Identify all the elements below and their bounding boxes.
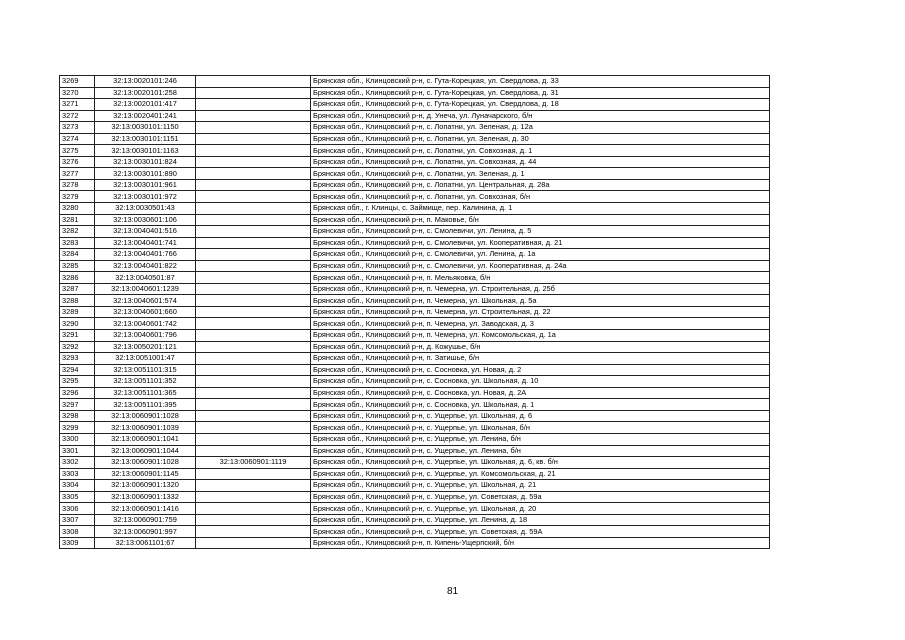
row-number-cell: 3305 <box>60 491 95 503</box>
address-cell: Брянская обл., Клинцовский р-н, п. Чемерна, ул. Комсомольская, д. 1а <box>311 330 770 342</box>
table-row <box>60 445 770 457</box>
secondary-cadastral-cell <box>196 480 311 492</box>
cadastral-number-cell: 32:13:0040401:741 <box>95 237 196 249</box>
table-row <box>60 306 770 318</box>
row-number-cell: 3276 <box>60 156 95 168</box>
table-row <box>60 410 770 422</box>
secondary-cadastral-cell <box>196 283 311 295</box>
cadastral-number-cell: 32:13:0040401:516 <box>95 226 196 238</box>
address-cell: Брянская обл., Клинцовский р-н, п. Чемерна, ул. Строительная, д. 25б <box>311 283 770 295</box>
cadastral-number-cell: 32:13:0051101:365 <box>95 387 196 399</box>
secondary-cadastral-cell <box>196 226 311 238</box>
address-cell: Брянская обл., Клинцовский р-н, с. Гута-Корецкая, ул. Свердлова, д. 18 <box>311 99 770 111</box>
cadastral-number-cell: 32:13:0060901:997 <box>95 526 196 538</box>
row-number-cell: 3275 <box>60 145 95 157</box>
row-number-cell: 3277 <box>60 168 95 180</box>
table-row <box>60 353 770 365</box>
secondary-cadastral-cell <box>196 272 311 284</box>
secondary-cadastral-cell <box>196 306 311 318</box>
secondary-cadastral-cell <box>196 445 311 457</box>
secondary-cadastral-cell <box>196 491 311 503</box>
secondary-cadastral-cell <box>196 76 311 88</box>
table-row <box>60 468 770 480</box>
secondary-cadastral-cell <box>196 237 311 249</box>
row-number-cell: 3274 <box>60 133 95 145</box>
address-cell: Брянская обл., Клинцовский р-н, п. Чемерна, ул. Заводская, д. 3 <box>311 318 770 330</box>
secondary-cadastral-cell <box>196 410 311 422</box>
address-cell: Брянская обл., Клинцовский р-н, с. Лопатни, ул. Совхозная, б/н <box>311 191 770 203</box>
secondary-cadastral-cell <box>196 341 311 353</box>
secondary-cadastral-cell <box>196 537 311 549</box>
row-number-cell: 3289 <box>60 306 95 318</box>
cadastral-number-cell: 32:13:0040601:574 <box>95 295 196 307</box>
secondary-cadastral-cell <box>196 133 311 145</box>
secondary-cadastral-cell <box>196 249 311 261</box>
address-cell: Брянская обл., Клинцовский р-н, с. Сосновка, ул. Школьная, д. 1 <box>311 399 770 411</box>
table-row <box>60 318 770 330</box>
row-number-cell: 3306 <box>60 503 95 515</box>
row-number-cell: 3297 <box>60 399 95 411</box>
table-row <box>60 491 770 503</box>
address-cell: Брянская обл., Клинцовский р-н, с. Ущерпье, ул. Комсомольская, д. 21 <box>311 468 770 480</box>
address-cell: Брянская обл., Клинцовский р-н, п. Кипень-Ущерпский, б/н <box>311 537 770 549</box>
row-number-cell: 3269 <box>60 76 95 88</box>
address-cell: Брянская обл., Клинцовский р-н, с. Смолевичи, ул. Ленина, д. 1а <box>311 249 770 261</box>
cadastral-number-cell: 32:13:0030101:1150 <box>95 122 196 134</box>
cadastral-number-cell: 32:13:0040601:742 <box>95 318 196 330</box>
registry-table-body <box>60 76 770 549</box>
address-cell: Брянская обл., Клинцовский р-н, с. Лопатни, ул. Совхозная, д. 44 <box>311 156 770 168</box>
row-number-cell: 3303 <box>60 468 95 480</box>
secondary-cadastral-cell <box>196 364 311 376</box>
table-row <box>60 272 770 284</box>
address-cell: Брянская обл., Клинцовский р-н, с. Лопатни, ул. Центральная, д. 28а <box>311 179 770 191</box>
secondary-cadastral-cell <box>196 156 311 168</box>
table-row <box>60 341 770 353</box>
address-cell: Брянская обл., Клинцовский р-н, с. Ущерпье, ул. Ленина, б/н <box>311 445 770 457</box>
table-row <box>60 226 770 238</box>
cadastral-number-cell: 32:13:0060901:1320 <box>95 480 196 492</box>
row-number-cell: 3299 <box>60 422 95 434</box>
address-cell: Брянская обл., Клинцовский р-н, с. Смолевичи, ул. Кооперативная, д. 24а <box>311 260 770 272</box>
secondary-cadastral-cell <box>196 503 311 515</box>
table-row <box>60 214 770 226</box>
property-registry-table <box>59 75 770 549</box>
row-number-cell: 3293 <box>60 353 95 365</box>
address-cell: Брянская обл., Клинцовский р-н, д. Унеча, ул. Луначарского, б/н <box>311 110 770 122</box>
cadastral-number-cell: 32:13:0040401:766 <box>95 249 196 261</box>
row-number-cell: 3283 <box>60 237 95 249</box>
row-number-cell: 3279 <box>60 191 95 203</box>
cadastral-number-cell: 32:13:0040601:796 <box>95 330 196 342</box>
cadastral-number-cell: 32:13:0030501:43 <box>95 203 196 215</box>
table-row <box>60 145 770 157</box>
cadastral-number-cell: 32:13:0060901:1028 <box>95 457 196 469</box>
secondary-cadastral-cell <box>196 295 311 307</box>
row-number-cell: 3282 <box>60 226 95 238</box>
table-row <box>60 364 770 376</box>
secondary-cadastral-cell <box>196 514 311 526</box>
row-number-cell: 3304 <box>60 480 95 492</box>
row-number-cell: 3281 <box>60 214 95 226</box>
secondary-cadastral-cell <box>196 214 311 226</box>
table-row <box>60 168 770 180</box>
secondary-cadastral-cell <box>196 260 311 272</box>
address-cell: Брянская обл., Клинцовский р-н, с. Сосновка, ул. Новая, д. 2 <box>311 364 770 376</box>
table-row <box>60 422 770 434</box>
address-cell: Брянская обл., Клинцовский р-н, с. Ущерпье, ул. Ленина, д. 18 <box>311 514 770 526</box>
row-number-cell: 3302 <box>60 457 95 469</box>
secondary-cadastral-cell <box>196 468 311 480</box>
table-row <box>60 191 770 203</box>
row-number-cell: 3292 <box>60 341 95 353</box>
address-cell: Брянская обл., Клинцовский р-н, с. Ущерпье, ул. Советская, д. 59А <box>311 526 770 538</box>
row-number-cell: 3273 <box>60 122 95 134</box>
address-cell: Брянская обл., Клинцовский р-н, с. Ущерпье, ул. Школьная, д. 6, кв. б/н <box>311 457 770 469</box>
cadastral-number-cell: 32:13:0030101:961 <box>95 179 196 191</box>
secondary-cadastral-cell <box>196 99 311 111</box>
address-cell: Брянская обл., Клинцовский р-н, п. Чемерна, ул. Школьная, д. 5а <box>311 295 770 307</box>
address-cell: Брянская обл., Клинцовский р-н, с. Ущерпье, ул. Школьная, б/н <box>311 422 770 434</box>
row-number-cell: 3286 <box>60 272 95 284</box>
cadastral-number-cell: 32:13:0051101:352 <box>95 376 196 388</box>
cadastral-number-cell: 32:13:0060901:759 <box>95 514 196 526</box>
table-row <box>60 203 770 215</box>
table-row <box>60 249 770 261</box>
table-row <box>60 376 770 388</box>
cadastral-number-cell: 32:13:0060901:1028 <box>95 410 196 422</box>
secondary-cadastral-cell <box>196 203 311 215</box>
table-row <box>60 133 770 145</box>
row-number-cell: 3295 <box>60 376 95 388</box>
table-row <box>60 237 770 249</box>
table-row <box>60 537 770 549</box>
cadastral-number-cell: 32:13:0030101:890 <box>95 168 196 180</box>
address-cell: Брянская обл., Клинцовский р-н, с. Лопатни, ул. Зеленая, д. 12а <box>311 122 770 134</box>
address-cell: Брянская обл., Клинцовский р-н, с. Ущерпье, ул. Школьная, д. 6 <box>311 410 770 422</box>
secondary-cadastral-cell <box>196 376 311 388</box>
address-cell: Брянская обл., Клинцовский р-н, с. Ущерпье, ул. Школьная, д. 20 <box>311 503 770 515</box>
row-number-cell: 3284 <box>60 249 95 261</box>
row-number-cell: 3287 <box>60 283 95 295</box>
cadastral-number-cell: 32:13:0030601:106 <box>95 214 196 226</box>
address-cell: Брянская обл., Клинцовский р-н, д. Кожушье, б/н <box>311 341 770 353</box>
table-row <box>60 99 770 111</box>
row-number-cell: 3298 <box>60 410 95 422</box>
cadastral-number-cell: 32:13:0061101:67 <box>95 537 196 549</box>
table-row <box>60 283 770 295</box>
cadastral-number-cell: 32:13:0030101:1151 <box>95 133 196 145</box>
row-number-cell: 3285 <box>60 260 95 272</box>
cadastral-number-cell: 32:13:0020101:417 <box>95 99 196 111</box>
address-cell: Брянская обл., Клинцовский р-н, с. Лопатни, ул. Совхозная, д. 1 <box>311 145 770 157</box>
cadastral-number-cell: 32:13:0060901:1145 <box>95 468 196 480</box>
table-row <box>60 179 770 191</box>
secondary-cadastral-cell <box>196 353 311 365</box>
cadastral-number-cell: 32:13:0020101:246 <box>95 76 196 88</box>
secondary-cadastral-cell <box>196 330 311 342</box>
address-cell: Брянская обл., Клинцовский р-н, п. Затишье, б/н <box>311 353 770 365</box>
table-row <box>60 260 770 272</box>
cadastral-number-cell: 32:13:0020401:241 <box>95 110 196 122</box>
secondary-cadastral-cell <box>196 422 311 434</box>
row-number-cell: 3280 <box>60 203 95 215</box>
address-cell: Брянская обл., Клинцовский р-н, с. Гута-Корецкая, ул. Свердлова, д. 33 <box>311 76 770 88</box>
cadastral-number-cell: 32:13:0030101:972 <box>95 191 196 203</box>
table-row <box>60 514 770 526</box>
table-row <box>60 433 770 445</box>
cadastral-number-cell: 32:13:0040401:822 <box>95 260 196 272</box>
cadastral-number-cell: 32:13:0060901:1416 <box>95 503 196 515</box>
row-number-cell: 3301 <box>60 445 95 457</box>
table-row <box>60 122 770 134</box>
table-row <box>60 503 770 515</box>
secondary-cadastral-cell <box>196 110 311 122</box>
table-row <box>60 87 770 99</box>
row-number-cell: 3308 <box>60 526 95 538</box>
row-number-cell: 3296 <box>60 387 95 399</box>
table-row <box>60 399 770 411</box>
table-row <box>60 110 770 122</box>
row-number-cell: 3271 <box>60 99 95 111</box>
cadastral-number-cell: 32:13:0060901:1044 <box>95 445 196 457</box>
row-number-cell: 3300 <box>60 433 95 445</box>
address-cell: Брянская обл., Клинцовский р-н, с. Лопатни, ул. Зеленая, д. 1 <box>311 168 770 180</box>
secondary-cadastral-cell <box>196 399 311 411</box>
page-number: 81 <box>446 586 459 597</box>
address-cell: Брянская обл., Клинцовский р-н, с. Гута-Корецкая, ул. Свердлова, д. 31 <box>311 87 770 99</box>
row-number-cell: 3291 <box>60 330 95 342</box>
address-cell: Брянская обл., Клинцовский р-н, с. Лопатни, ул. Зеленая, д. 30 <box>311 133 770 145</box>
table-row <box>60 480 770 492</box>
secondary-cadastral-cell <box>196 122 311 134</box>
row-number-cell: 3307 <box>60 514 95 526</box>
secondary-cadastral-cell <box>196 318 311 330</box>
address-cell: Брянская обл., Клинцовский р-н, п. Мельяковка, б/н <box>311 272 770 284</box>
secondary-cadastral-cell: 32:13:0060901:1119 <box>196 457 311 469</box>
cadastral-number-cell: 32:13:0060901:1041 <box>95 433 196 445</box>
cadastral-number-cell: 32:13:0051101:315 <box>95 364 196 376</box>
row-number-cell: 3278 <box>60 179 95 191</box>
row-number-cell: 3290 <box>60 318 95 330</box>
secondary-cadastral-cell <box>196 87 311 99</box>
row-number-cell: 3272 <box>60 110 95 122</box>
address-cell: Брянская обл., Клинцовский р-н, с. Ущерпье, ул. Советская, д. 59а <box>311 491 770 503</box>
address-cell: Брянская обл., Клинцовский р-н, п. Чемерна, ул. Строительная, д. 22 <box>311 306 770 318</box>
row-number-cell: 3294 <box>60 364 95 376</box>
table-row <box>60 387 770 399</box>
cadastral-number-cell: 32:13:0060901:1332 <box>95 491 196 503</box>
secondary-cadastral-cell <box>196 145 311 157</box>
cadastral-number-cell: 32:13:0051001:47 <box>95 353 196 365</box>
address-cell: Брянская обл., Клинцовский р-н, с. Сосновка, ул. Школьная, д. 10 <box>311 376 770 388</box>
address-cell: Брянская обл., Клинцовский р-н, с. Смолевичи, ул. Кооперативная, д. 21 <box>311 237 770 249</box>
cadastral-number-cell: 32:13:0030101:824 <box>95 156 196 168</box>
cadastral-number-cell: 32:13:0020101:258 <box>95 87 196 99</box>
row-number-cell: 3270 <box>60 87 95 99</box>
address-cell: Брянская обл., Клинцовский р-н, с. Ущерпье, ул. Ленина, б/н <box>311 433 770 445</box>
table-row <box>60 330 770 342</box>
cadastral-number-cell: 32:13:0060901:1039 <box>95 422 196 434</box>
cadastral-number-cell: 32:13:0051101:395 <box>95 399 196 411</box>
cadastral-number-cell: 32:13:0040601:660 <box>95 306 196 318</box>
address-cell: Брянская обл., Клинцовский р-н, п. Маковье, б/н <box>311 214 770 226</box>
table-row <box>60 76 770 88</box>
table-row <box>60 526 770 538</box>
address-cell: Брянская обл., Клинцовский р-н, с. Сосновка, ул. Новая, д. 2А <box>311 387 770 399</box>
secondary-cadastral-cell <box>196 191 311 203</box>
row-number-cell: 3288 <box>60 295 95 307</box>
address-cell: Брянская обл., Клинцовский р-н, с. Ущерпье, ул. Школьная, д. 21 <box>311 480 770 492</box>
table-row <box>60 295 770 307</box>
address-cell: Брянская обл., Клинцовский р-н, с. Смолевичи, ул. Ленина, д. 5 <box>311 226 770 238</box>
table-row <box>60 156 770 168</box>
secondary-cadastral-cell <box>196 433 311 445</box>
cadastral-number-cell: 32:13:0030101:1163 <box>95 145 196 157</box>
row-number-cell: 3309 <box>60 537 95 549</box>
address-cell: Брянская обл., г. Клинцы, с. Займище, пер. Калинина, д. 1 <box>311 203 770 215</box>
cadastral-number-cell: 32:13:0040501:87 <box>95 272 196 284</box>
secondary-cadastral-cell <box>196 526 311 538</box>
cadastral-number-cell: 32:13:0040601:1239 <box>95 283 196 295</box>
cadastral-number-cell: 32:13:0050201:121 <box>95 341 196 353</box>
table-row <box>60 457 770 469</box>
secondary-cadastral-cell <box>196 179 311 191</box>
secondary-cadastral-cell <box>196 387 311 399</box>
secondary-cadastral-cell <box>196 168 311 180</box>
